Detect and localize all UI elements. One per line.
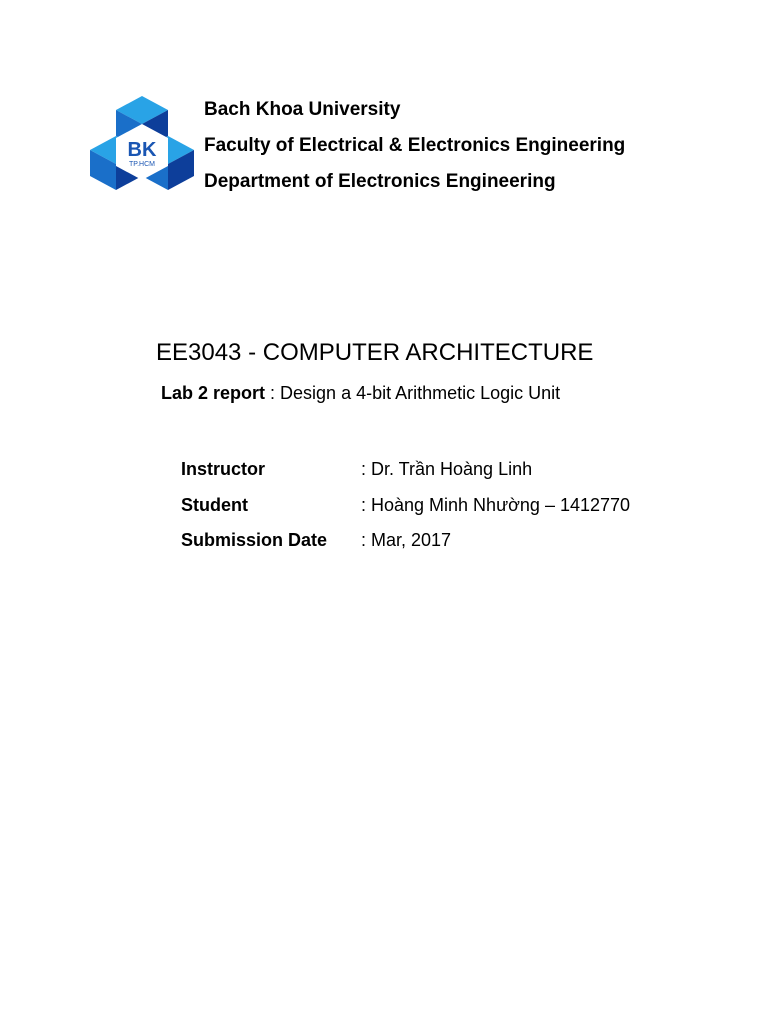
info-value: : Hoàng Minh Nhường – 1412770 (361, 494, 631, 515)
report-description: : Design a 4-bit Arithmetic Logic Unit (265, 383, 561, 403)
university-name: Bach Khoa University (204, 99, 401, 120)
report-label: Lab 2 report (161, 383, 266, 403)
info-row-student (181, 488, 630, 524)
info-label: Submission Date (181, 530, 328, 551)
info-row-instructor (181, 452, 630, 488)
university-logo (90, 94, 195, 202)
logo-text-bk: BK (127, 139, 157, 161)
info-label: Instructor (181, 459, 266, 480)
info-label: Student (181, 494, 248, 515)
info-value: : Dr. Trần Hoàng Linh (361, 459, 533, 480)
info-row-submission-date (181, 523, 630, 559)
institution-block (204, 92, 625, 200)
report-subtitle (161, 383, 560, 404)
course-title: EE3043 - COMPUTER ARCHITECTURE (156, 339, 594, 366)
info-table (181, 452, 630, 559)
logo-text-sub: TP.HCM (129, 161, 155, 168)
department-name: Department of Electronics Engineering (204, 171, 556, 192)
faculty-name: Faculty of Electrical & Electronics Engineering (204, 135, 626, 156)
info-value: : Mar, 2017 (361, 530, 452, 551)
